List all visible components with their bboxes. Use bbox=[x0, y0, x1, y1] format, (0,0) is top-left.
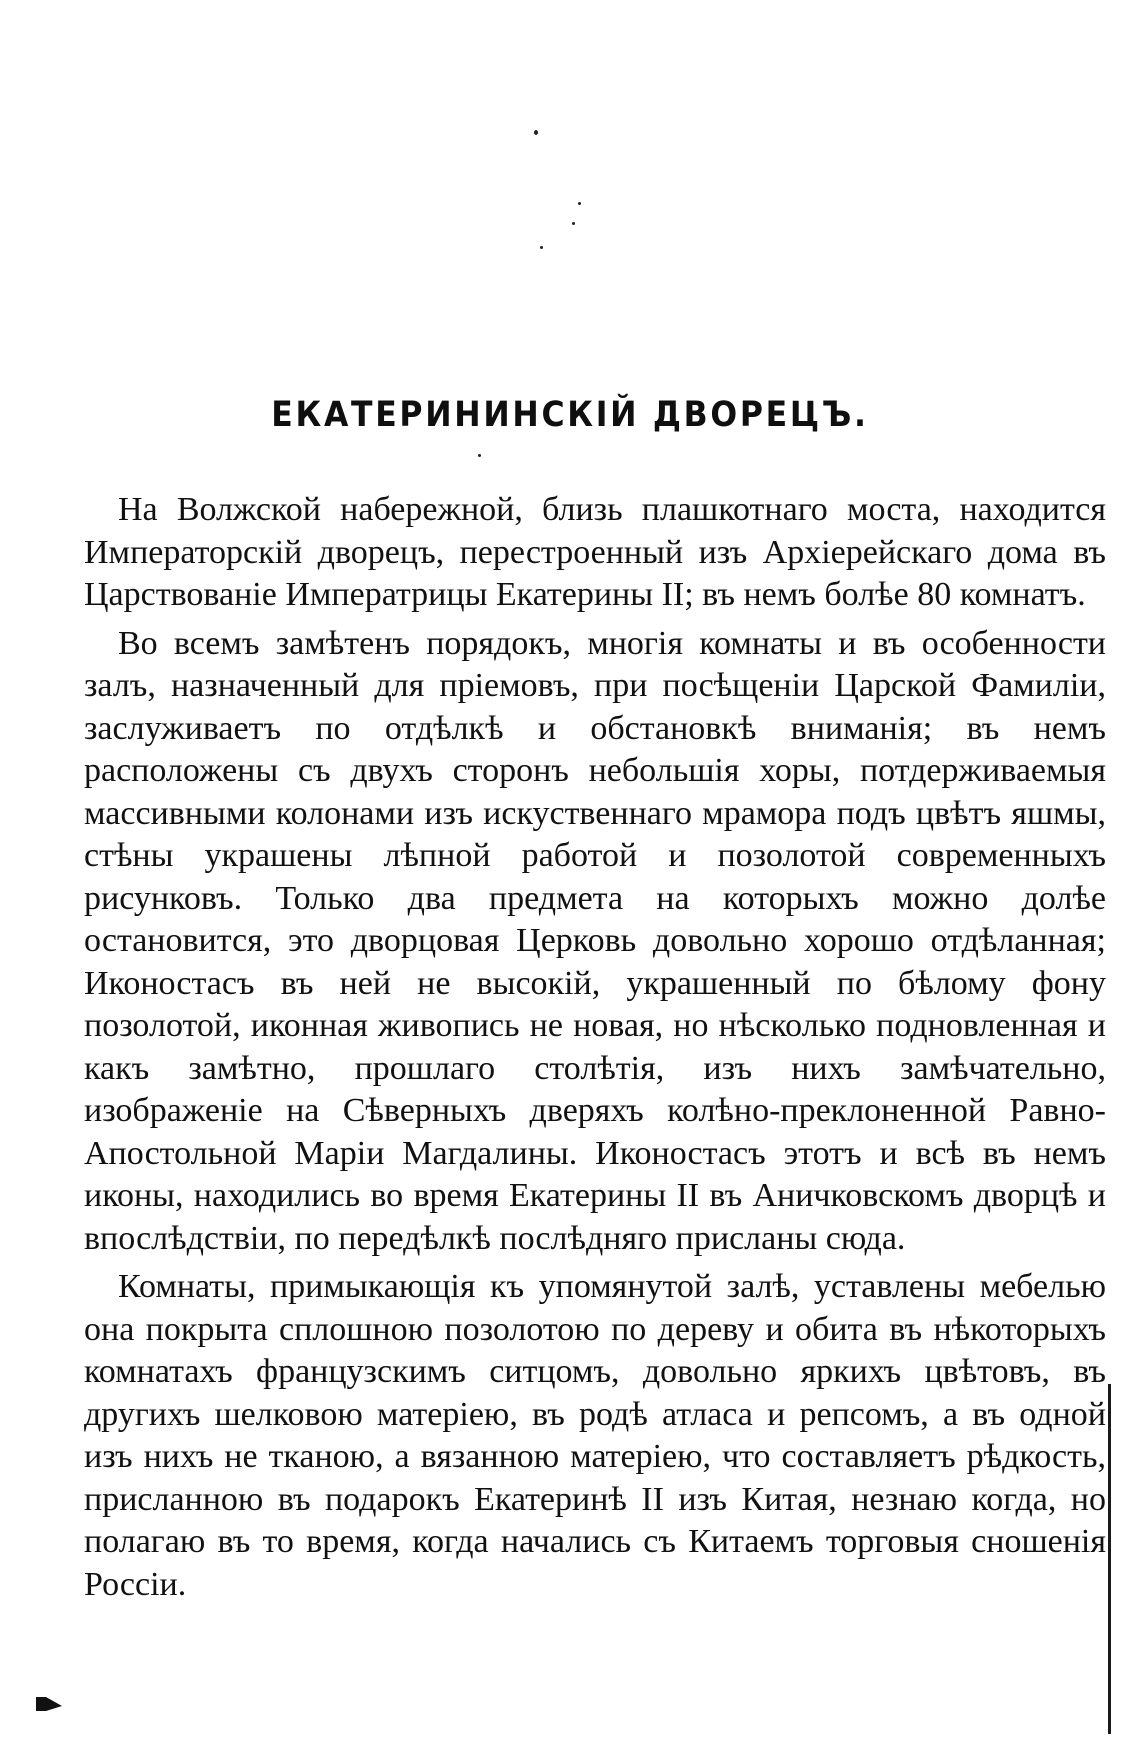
pointer-mark-icon bbox=[36, 1697, 62, 1711]
scan-speck bbox=[478, 454, 481, 457]
scan-speck bbox=[534, 130, 538, 135]
scan-speck bbox=[578, 202, 581, 205]
paragraph-3: Комнаты, примыкающія къ упомянутой залѣ, уставлены мебелью она покрыта сплошною позолотою по дереву и обита въ нѣкоторыхъ комнатахъ французскимъ ситцомъ, довольно яркихъ цвѣтовъ, въ другихъ шелковою матеріею, въ родѣ атласа и репсомъ, а въ одной изъ нихъ не тканою, а вязанною матеріею, что составляетъ рѣдкость, присланною въ подарокъ Екатеринѣ II изъ Китая, незнаю когда, но полагаю въ то время, когда начались съ Китаемъ торговыя сношенія Россіи. bbox=[84, 1268, 1106, 1603]
scan-speck bbox=[572, 222, 575, 225]
page-title: ЕКАТЕРИНИНСКІЙ ДВОРЕЦЪ. bbox=[271, 395, 869, 435]
paragraph-1: На Волжской набережной, близь плашкотнаго моста, находится Императорскій дворецъ, перестроенный изъ Архіерейскаго дома въ Царствованіе Императрицы Екатерины II; въ немъ болѣе 80 комнатъ. bbox=[84, 491, 1106, 613]
paragraph-2: Во всемъ замѣтенъ порядокъ, многія комнаты и въ особенности залъ, назначенный для пріемовъ, при посѣщеніи Царской Фамиліи, заслуживаетъ по отдѣлкѣ и обстановкѣ вниманія; въ немъ расположены съ двухъ сторонъ небольшія хоры, потдерживаемыя массивными колонами изъ искуственнаго мрамора подъ цвѣтъ яшмы, стѣны украшены лѣпной работой и позолотой современныхъ рисунковъ. Только два предмета на которыхъ можно долѣе остановится, это дворцовая Церковь довольно хорошо отдѣланная; Иконостасъ въ ней не высокій, украшенный по бѣлому фону позолотой, иконная живопись не новая, но нѣсколько подновленная и какъ замѣтно, прошлаго столѣтія, изъ нихъ замѣчательно, изображеніе на Сѣверныхъ дверяхъ колѣно-преклоненной Равно-Апостольной Маріи Магдалины. Иконостасъ этотъ и всѣ въ немъ иконы, находились во время Екатерины II въ Аничковскомъ дворцѣ и впослѣдствіи, по передѣлкѣ послѣдняго присланы сюда. bbox=[84, 624, 1106, 1257]
scan-speck bbox=[540, 246, 543, 249]
body-text bbox=[84, 489, 1106, 1612]
page-edge-rule bbox=[1108, 1384, 1111, 1734]
